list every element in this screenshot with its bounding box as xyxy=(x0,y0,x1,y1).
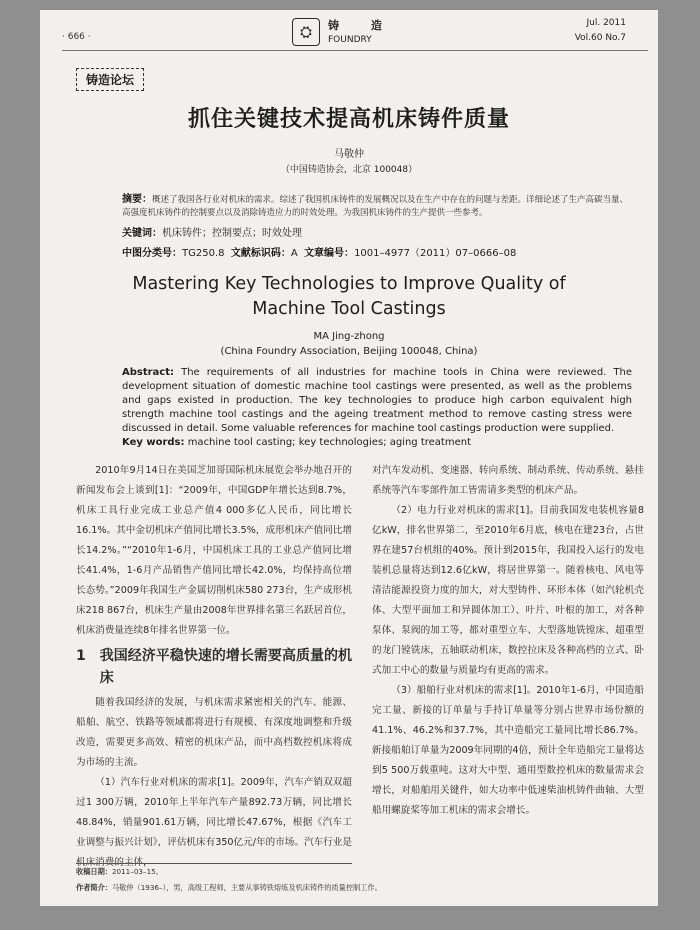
body-paragraph: 随着我国经济的发展，与机床需求紧密相关的汽车、能源、船舶、航空、铁路等领域都将进行有规模、有深度地调整和升级改造，需要更多高效、精密的机床产品，而中高档数控机床将成为市场的主流。 xyxy=(76,697,352,768)
affiliation-cn: （中国铸造协会，北京 100048） xyxy=(280,165,418,175)
article-title-en xyxy=(40,272,658,322)
issue-info xyxy=(575,16,626,46)
foundry-logo-icon: ⛭ xyxy=(292,18,320,46)
doc-code-value: A xyxy=(290,248,298,259)
body-column-right xyxy=(372,461,644,821)
abstract-cn xyxy=(122,193,632,220)
abstract-cn-text: 概述了我国各行业对机床的需求。综述了我国机床铸件的发展概况以及在生产中存在的问题与差距。详细论述了生产高碳当量、高强度机床铸件的控制要点以及消除铸造应力的时效处理。为我国机床铸件的生产提供一些参考。 xyxy=(122,195,629,218)
issue-date: Jul. 2011 xyxy=(586,18,626,28)
section-number: 1 xyxy=(76,648,86,664)
section-tag: 铸造论坛 xyxy=(76,68,144,91)
keywords-cn-text: 机床铸件；控制要点；时效处理 xyxy=(162,228,302,239)
section-heading xyxy=(76,645,352,689)
keywords-en-text: machine tool casting; key technologies; aging treatment xyxy=(184,437,471,448)
keywords-en-label: Key words: xyxy=(122,437,185,448)
page-number: · 666 · xyxy=(62,32,91,42)
clc-value: TG250.8 xyxy=(182,248,225,259)
body-paragraph: 2010年9月14日在美国芝加哥国际机床展览会举办地召开的新闻发布会上谈到[1]：“2009年，中国GDP年增长达到8.7%，机床工具行业完成工业总产值4 000多亿人民币，同比增长16.1%。其中金切机床产值同比增长3.5%，成形机床产值同比增长14.2%。”“2010年1-6月，中国机床工具的工业总产值同比增长41.4%，1-6月产品销售产值同比增长42.0%，均保持高位增长态势。”2009年我国生产金属切削机床580 273台，生产成形机床218 867台，机床生产量由2008年世界排名第三名跃居首位，机床消费量连续8年排名世界第一位。 xyxy=(76,465,352,636)
received-date-note xyxy=(76,867,636,877)
author-bio-value: 马敬仲（1936–），男，高级工程师，主要从事铸铁熔炼及机床铸件的质量控制工作。 xyxy=(111,883,382,892)
journal-name-en: FOUNDRY xyxy=(328,35,372,45)
abstract-en-label: Abstract: xyxy=(122,367,175,378)
journal-name-cn: 铸 造 xyxy=(328,19,396,32)
body-paragraph: （1）汽车行业对机床的需求[1]。2009年，汽车产销双双超过1 300万辆，2010年上半年汽车产量892.73万辆，同比增长48.84%，销量901.61万辆，同比增长47.67%，根据《汽车工业调整与振兴计划》，评估机床有350亿元/年的市场。汽车行业是 xyxy=(76,777,352,848)
received-value: 2011–03–15。 xyxy=(111,867,163,876)
classification-cn xyxy=(122,244,632,259)
abstract-cn-label: 摘要： xyxy=(122,194,152,205)
keywords-cn-label: 关键词： xyxy=(122,228,162,239)
journal-page xyxy=(40,10,658,906)
doc-code-label: 文献标识码： xyxy=(230,248,291,259)
body-paragraph: （2）电力行业对机床的需求[1]。目前我国发电装机容量8亿kW，排名世界第二，至2010年6月底，核电在建23台，占世界在建57台机组的40%。预计到2015年，我国投入运行的发电装机总量将达到12.6亿kW，将居世界第一。随着核电、风电等清洁能源投资力度的加大，对大型铸件、环形本体（如汽轮机壳体、大型平面加工和异圆体加工）、叶片、叶根的加工，对各种泵体、泵阀的加工等，都对重型立车、大型落地铣镗床、超重型的龙门镗铣床，五轴联动机床，数控拉床及各种高档的立式、卧式加工中心的数量与质量均有更高的需求。 xyxy=(372,505,644,676)
author-block-en xyxy=(40,329,658,359)
received-label: 收稿日期： xyxy=(76,867,112,876)
header-divider xyxy=(62,50,648,51)
affiliation-en: (China Foundry Association, Beijing 100048, China) xyxy=(220,346,478,357)
issue-volume: Vol.60 No.7 xyxy=(574,33,626,43)
author-en: MA Jing-zhong xyxy=(313,331,385,342)
article-title-cn: 抓住关键技术提高机床铸件质量 xyxy=(187,107,510,132)
keywords-en xyxy=(122,437,632,448)
article-id-value: 1001–4977（2011）07–0666–08 xyxy=(354,248,517,259)
keywords-cn xyxy=(122,224,632,239)
title-en-line1: Mastering Key Technologies to Improve Quality of xyxy=(132,274,566,294)
body-paragraph: （3）船舶行业对机床的需求[1]。2010年1-6月，中国造船完工量、新接的订单量与手持订单量等分别占世界市场份额的41.1%、46.2%和37.7%，其中造船完工量同比增长86.7%。新接船舶订单量为2009年同期的4倍，预计全年造船完工量将达到5 500万载重吨。这对大中型、通用型数控机床的数量需求会增长，对船舶用关键件，如大功率中低速柴油机铸件曲轴、大型船用螺旋桨等加工机床的需求会增长。 xyxy=(372,685,644,816)
author-bio-note xyxy=(76,883,636,893)
clc-label: 中图分类号： xyxy=(122,248,182,259)
footnote-divider xyxy=(76,863,352,864)
body-column-left xyxy=(76,461,352,873)
section-title: 我国经济平稳快速的增长需要高质量的机床 xyxy=(99,648,352,686)
body-paragraph: 对汽车发动机、变速器、转向系统、制动系统、传动系统、悬挂系统等汽车零部件加工皆需请多类型的机床产品。 xyxy=(372,465,644,496)
abstract-en-text: The requirements of all industries for machine tools in China were reviewed. The development situation of domestic machine tool castings were presented, as well as the problems and gaps existed in production. The key technologies to produce high carbon equivalent high strength machine tool castings and the ageing treatment method to remove casting stress were discussed in detail. Some valuable references for machine tool castings production were supplied. xyxy=(122,367,632,434)
abstract-en xyxy=(122,366,632,436)
journal-masthead xyxy=(292,16,414,52)
article-id-label: 文章编号： xyxy=(304,248,355,259)
author-cn: 马敬仲 xyxy=(334,149,364,160)
author-bio-label: 作者简介： xyxy=(76,883,112,892)
title-en-line2: Machine Tool Castings xyxy=(252,299,446,319)
